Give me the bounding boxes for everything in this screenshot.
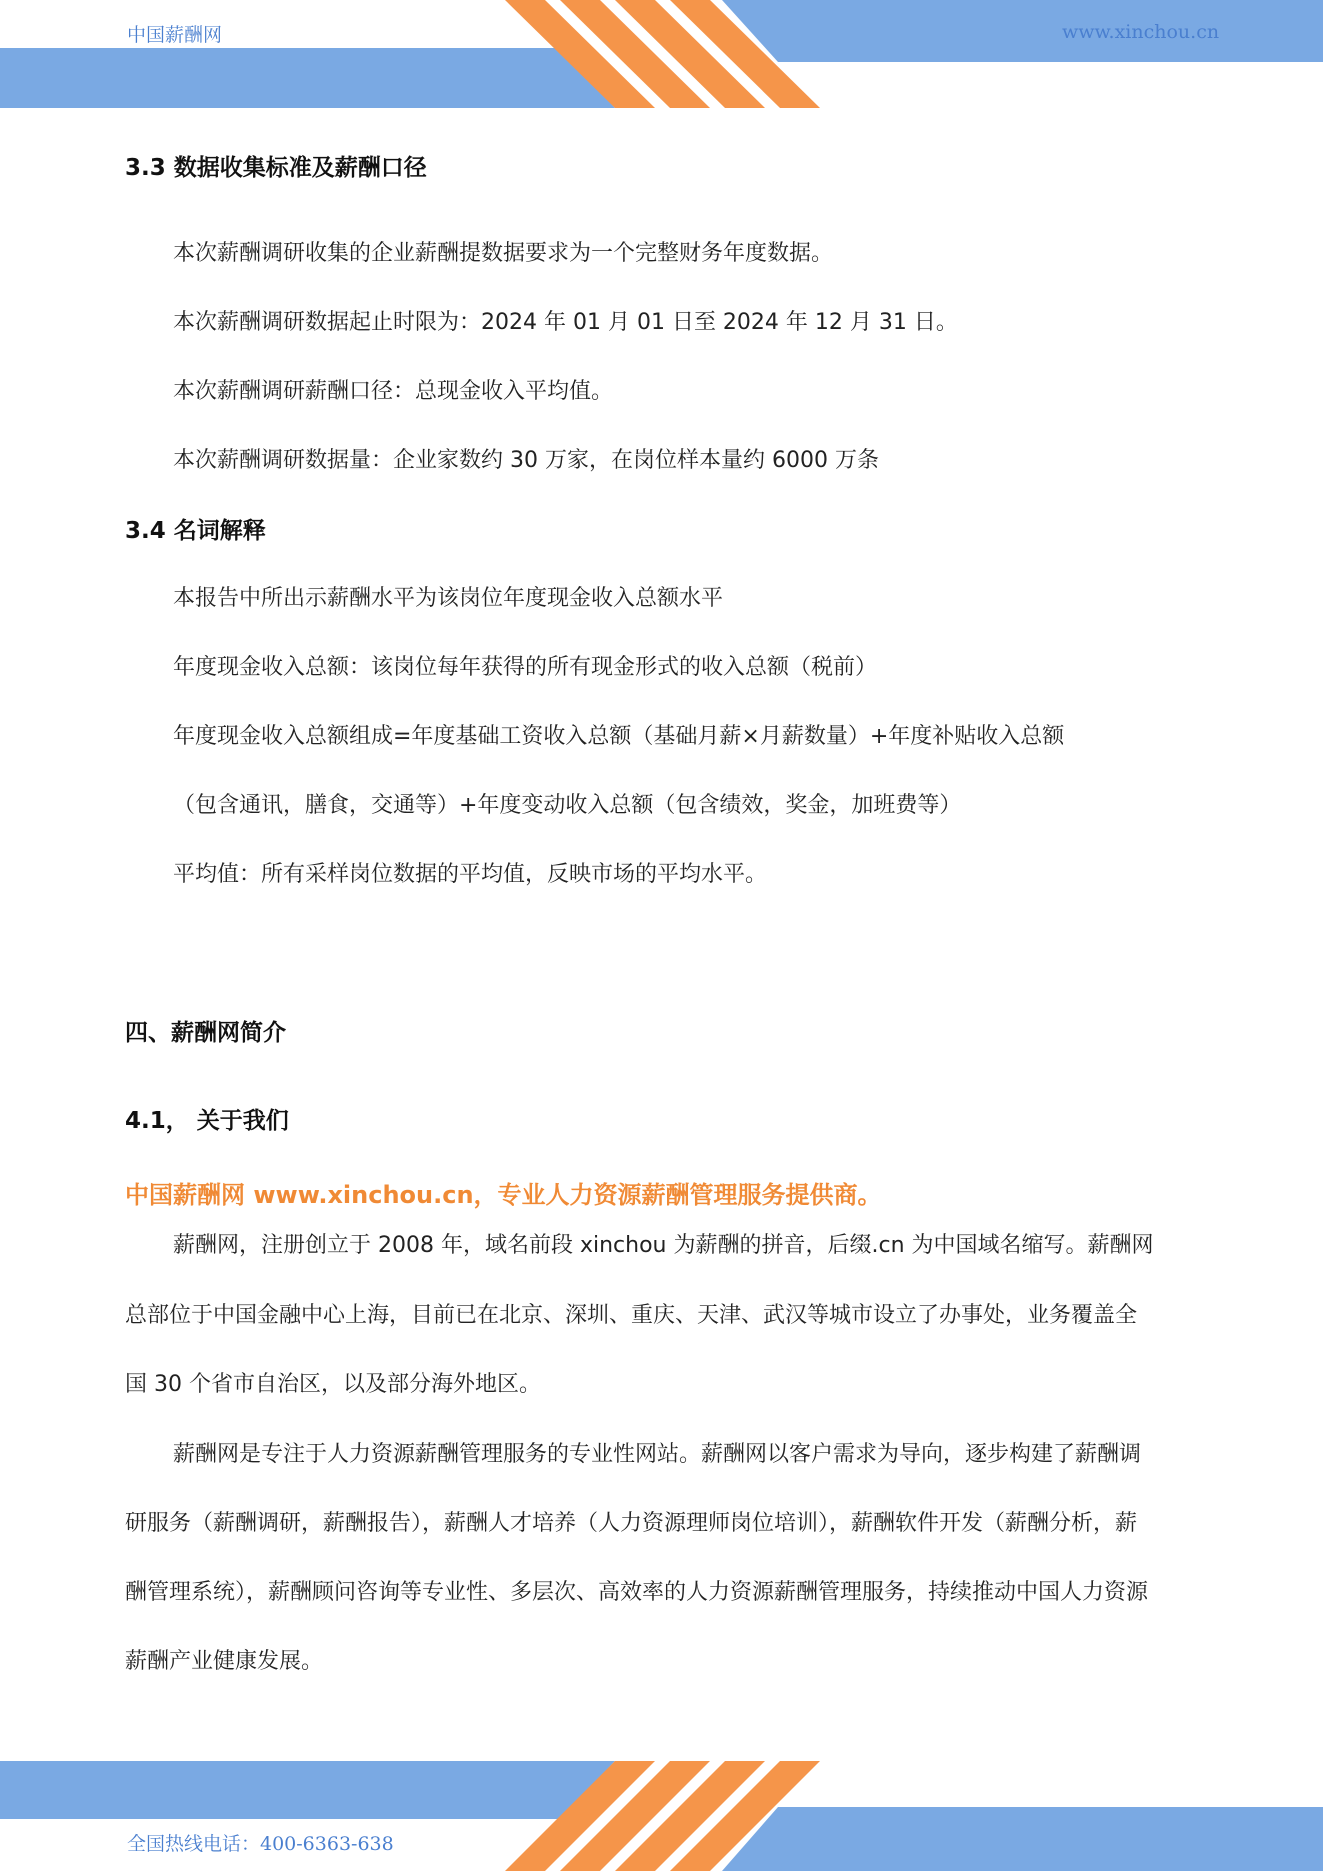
section-4-heading: 四、薪酬网简介 xyxy=(125,1020,286,1046)
para1-line-1: 薪酬网，注册创立于 2008 年，域名前段 xinchou 为薪酬的拼音，后缀.cn 为中国域名缩写。薪酬网 xyxy=(173,1233,1154,1258)
tagline: 中国薪酬网 www.xinchou.cn，专业人力资源薪酬管理服务提供商。 xyxy=(125,1181,882,1209)
section-3-3-line-2: 本次薪酬调研数据起止时限为：2024 年 01 月 01 日至 2024 年 12 月 31 日。 xyxy=(173,310,958,335)
footer-hotline: 全国热线电话：400-6363-638 xyxy=(127,1833,394,1855)
para2-line-2: 研服务（薪酬调研，薪酬报告），薪酬人才培养（人力资源理师岗位培训），薪酬软件开发（薪酬分析，薪 xyxy=(125,1511,1138,1536)
footer-blue-band-left xyxy=(0,1761,615,1819)
header-blue-band-left xyxy=(0,48,615,108)
header-blue-band-right xyxy=(722,0,1323,62)
para2-line-1: 薪酬网是专注于人力资源薪酬管理服务的专业性网站。薪酬网以客户需求为导向，逐步构建了薪酬调 xyxy=(173,1442,1142,1467)
section-3-4-line-5: 平均值：所有采样岗位数据的平均值，反映市场的平均水平。 xyxy=(173,862,768,887)
section-4-1-heading: 4.1， 关于我们 xyxy=(125,1108,289,1134)
para1-line-3: 国 30 个省市自治区，以及部分海外地区。 xyxy=(125,1372,541,1397)
section-3-3-line-1: 本次薪酬调研收集的企业薪酬提数据要求为一个完整财务年度数据。 xyxy=(173,241,834,266)
section-3-4-line-2: 年度现金收入总额：该岗位每年获得的所有现金形式的收入总额（税前） xyxy=(173,655,878,680)
section-3-3-heading: 3.3 数据收集标准及薪酬口径 xyxy=(125,155,427,181)
header-site-name: 中国薪酬网 xyxy=(127,24,223,46)
section-3-4-line-3: 年度现金收入总额组成=年度基础工资收入总额（基础月薪×月薪数量）+年度补贴收入总额 xyxy=(173,724,1065,749)
footer-blue-band-right xyxy=(722,1807,1323,1871)
section-3-4-heading: 3.4 名词解释 xyxy=(125,518,266,544)
para1-line-2: 总部位于中国金融中心上海，目前已在北京、深圳、重庆、天津、武汉等城市设立了办事处，业务覆盖全 xyxy=(125,1303,1138,1328)
para2-line-3: 酬管理系统），薪酬顾问咨询等专业性、多层次、高效率的人力资源薪酬管理服务，持续推动中国人力资源 xyxy=(125,1580,1149,1605)
section-3-4-line-1: 本报告中所出示薪酬水平为该岗位年度现金收入总额水平 xyxy=(173,586,724,611)
header-site-url[interactable]: www.xinchou.cn xyxy=(1062,21,1220,43)
header-decoration xyxy=(0,0,1323,110)
section-3-3-line-4: 本次薪酬调研数据量：企业家数约 30 万家，在岗位样本量约 6000 万条 xyxy=(173,448,879,473)
section-3-3-line-3: 本次薪酬调研薪酬口径：总现金收入平均值。 xyxy=(173,379,614,404)
section-3-4-line-4: （包含通讯，膳食，交通等）+年度变动收入总额（包含绩效，奖金，加班费等） xyxy=(173,793,962,818)
para2-line-4: 薪酬产业健康发展。 xyxy=(125,1649,324,1674)
